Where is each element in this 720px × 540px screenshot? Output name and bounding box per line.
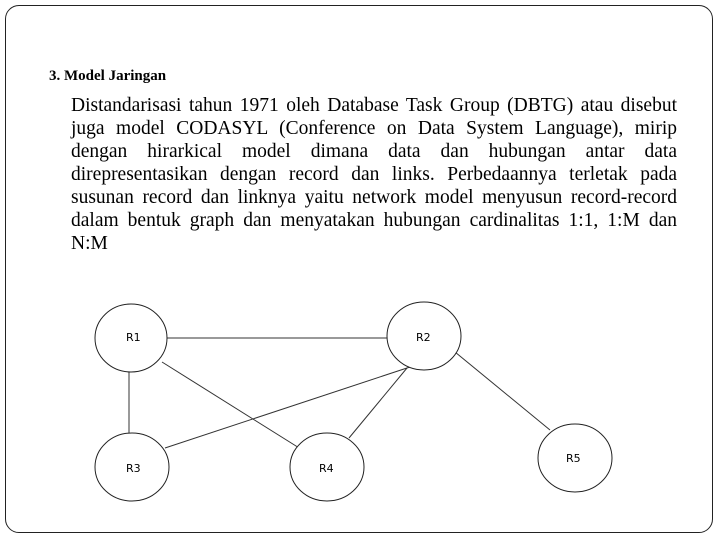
diagram-nodes <box>95 302 612 501</box>
node-label: R5 <box>566 452 581 465</box>
node-r4 <box>290 433 364 501</box>
edge-r1-r4 <box>162 362 304 451</box>
node-r2 <box>387 302 461 370</box>
node-label: R3 <box>126 462 141 475</box>
node-r1 <box>95 304 167 372</box>
diagram-edges <box>129 338 550 451</box>
body-paragraph: Distandarisasi tahun 1971 oleh Database Task Group (DBTG) atau disebut juga model CODASYL (Conference on Data System Language), mirip dengan hirarkical model dimana data dan hubungan antar data direpresentasikan dengan record dan links. Perbedaannya terletak pada susunan record dan linknya yaitu network model menyusun record-record dalam bentuk graph dan menyatakan hubungan cardinalitas 1:1, 1:M dan N:M <box>71 95 677 254</box>
section-heading: 3. Model Jaringan <box>49 68 167 84</box>
node-r3 <box>95 433 169 501</box>
edge-r2-r5 <box>455 352 550 430</box>
node-label: R4 <box>319 462 334 475</box>
node-r5 <box>538 424 612 492</box>
node-label: R2 <box>416 331 431 344</box>
edge-r2-r4 <box>349 368 407 438</box>
edge-r2-r3 <box>165 367 410 448</box>
node-label: R1 <box>126 331 141 344</box>
